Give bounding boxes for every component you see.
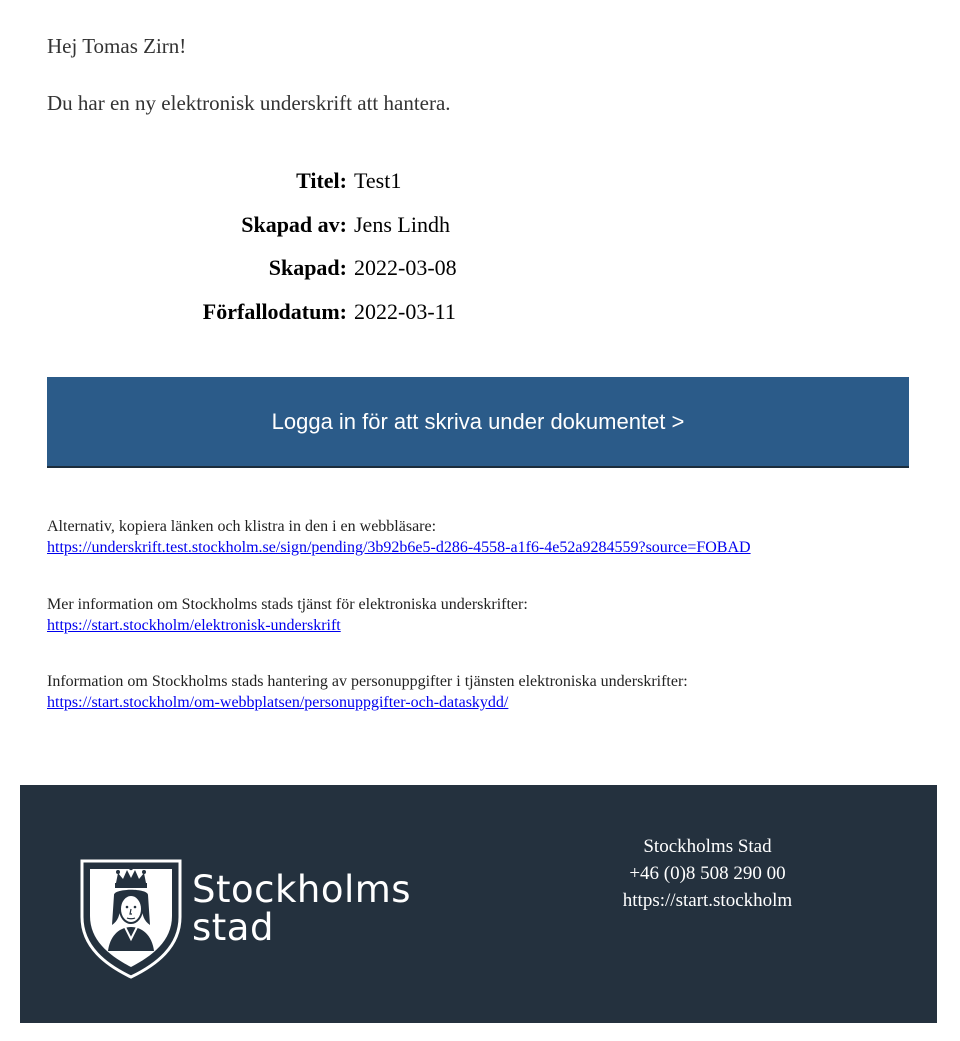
more-info-text: Mer information om Stockholms stads tjänst för elektroniska underskrifter: — [47, 596, 528, 613]
detail-row-title — [0, 166, 960, 196]
sign-document-button[interactable]: Logga in för att skriva under dokumentet > — [47, 377, 909, 468]
title-label: Titel: — [296, 168, 347, 193]
detail-row-created-by — [0, 210, 960, 240]
created-by-value: Jens Lindh — [354, 212, 450, 237]
footer-website: https://start.stockholm — [622, 890, 793, 911]
title-value: Test1 — [354, 168, 402, 193]
privacy-info-link[interactable]: https://start.stockholm/om-webbplatsen/personuppgifter-och-dataskydd/ — [47, 694, 509, 711]
footer — [20, 785, 937, 1023]
logo-wordmark-line2: stad — [192, 906, 274, 949]
privacy-info-block — [47, 671, 927, 713]
stockholm-shield-icon — [78, 855, 184, 980]
more-info-link[interactable]: https://start.stockholm/elektronisk-underskrift — [47, 617, 341, 634]
due-date-label: Förfallodatum: — [202, 299, 347, 324]
privacy-info-text: Information om Stockholms stads hantering av personuppgifter i tjänsten elektroniska underskrifter: — [47, 673, 688, 690]
greeting: Hej Tomas Zirn! — [47, 34, 187, 58]
footer-phone: +46 (0)8 508 290 00 — [629, 863, 786, 884]
detail-row-due-date — [0, 297, 960, 327]
intro-text: Du har en ny elektronisk underskrift att hantera. — [47, 91, 451, 115]
logo-wordmark-line1: Stockholms — [192, 868, 412, 911]
alternative-link-text: Alternativ, kopiera länken och klistra in den i en webbläsare: — [47, 518, 437, 535]
alternative-sign-link[interactable]: https://underskrift.test.stockholm.se/sign/pending/3b92b6e5-d286-4558-a1f6-4e52a9284559?source=FOBAD — [47, 539, 751, 556]
created-label: Skapad: — [268, 255, 347, 280]
footer-org-name: Stockholms Stad — [643, 836, 772, 857]
alternative-link-block — [47, 516, 927, 558]
detail-row-created — [0, 253, 960, 283]
created-value: 2022-03-08 — [354, 255, 457, 280]
logo-wordmark — [192, 868, 412, 949]
more-info-block — [47, 594, 927, 636]
stockholm-logo — [78, 855, 438, 985]
due-date-value: 2022-03-11 — [354, 299, 456, 324]
footer-contact — [580, 833, 835, 914]
created-by-label: Skapad av: — [241, 212, 347, 237]
